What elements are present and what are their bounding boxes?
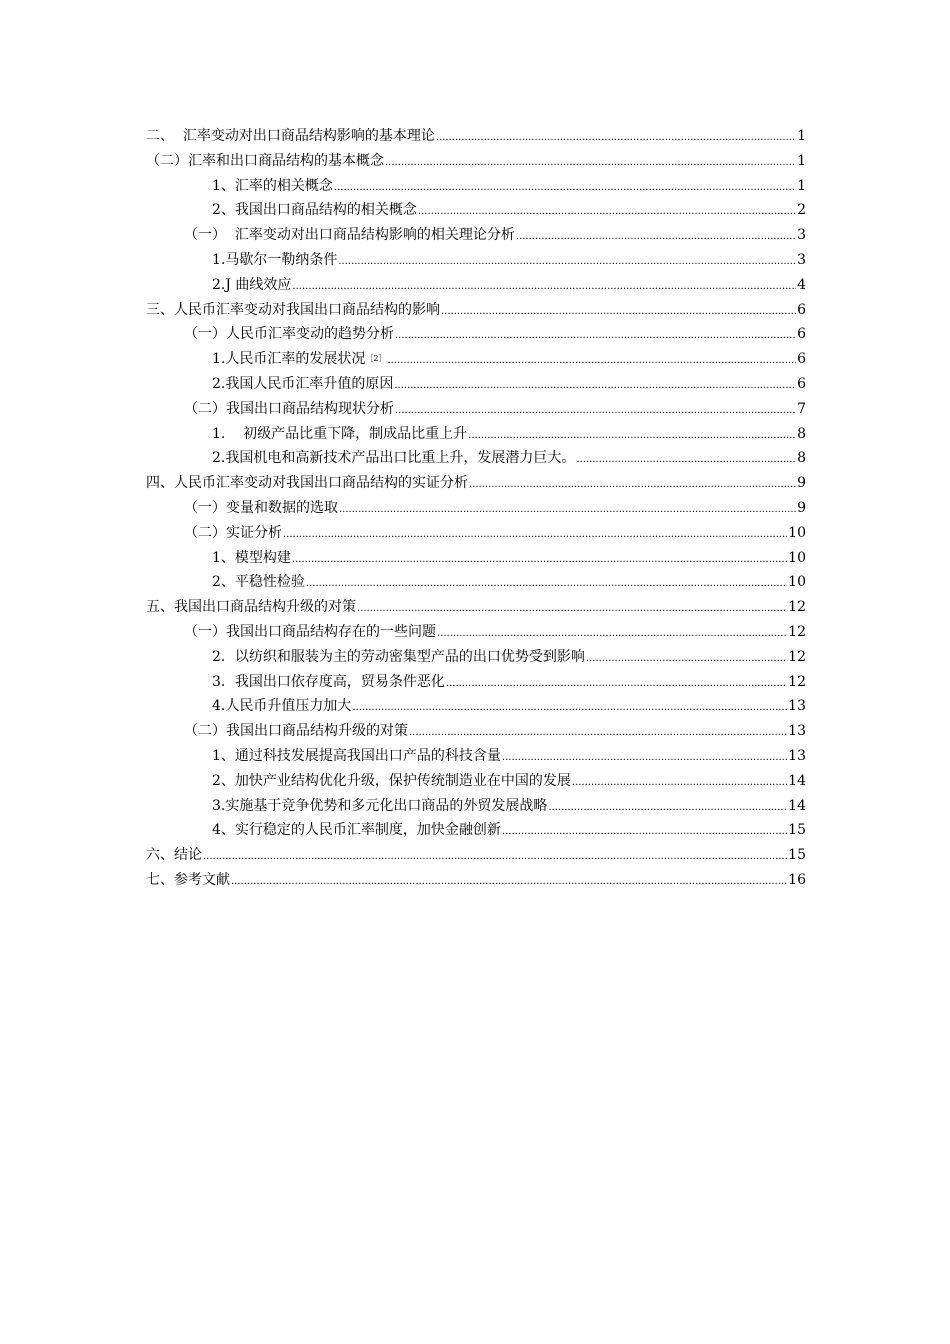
toc-page-number: 7 [797,400,806,417]
toc-dot-leader [418,200,796,225]
toc-dot-leader [502,746,787,771]
toc-entry-title: 1、通过科技发展提高我国出口产品的科技含量 [212,747,501,764]
toc-page-number: 14 [788,797,806,814]
toc-page-number: 6 [797,301,806,318]
toc-dot-leader [394,374,796,399]
toc-entry[interactable] [146,223,806,248]
toc-dot-leader [292,548,787,573]
toc-page-number: 9 [797,475,806,492]
toc-page-number: 9 [797,499,806,516]
toc-entry-title: 三、人民币汇率变动对我国出口商品结构的影响 [146,301,440,318]
toc-dot-leader [385,151,796,176]
toc-entry-title: 4、实行稳定的人民币汇率制度，加快金融创新 [212,822,501,839]
toc-entry[interactable] [146,769,806,794]
toc-entry[interactable] [146,620,806,645]
toc-entry-title: （二）实证分析 [184,524,282,541]
toc-dot-leader [436,126,796,151]
toc-entry-title: 4.人民币升值压力加大 [212,698,352,715]
toc-entry-title: 2.我国人民币汇率升值的原因 [212,375,394,392]
toc-entry[interactable] [146,694,806,719]
toc-page-number: 12 [788,673,806,690]
toc-entry-title: 四、人民币汇率变动对我国出口商品结构的实证分析 [146,475,468,492]
toc-dot-leader [306,572,787,597]
toc-entry-title: 3．我国出口依存度高，贸易条件恶化 [212,673,445,690]
toc-entry[interactable] [146,298,806,323]
toc-entry-title: 3.实施基于竞争优势和多元化出口商品的外贸发展战略 [212,797,548,814]
toc-entry[interactable] [146,446,806,471]
toc-entry-title: （一） 汇率变动对出口商品结构影响的相关理论分析 [184,227,515,244]
toc-entry-title: 2．以纺织和服装为主的劳动密集型产品的出口优势受到影响 [212,648,585,665]
toc-page-number: 8 [797,425,806,442]
toc-dot-leader [334,176,796,201]
toc-page-number: 6 [797,351,806,368]
toc-page-number: 14 [788,772,806,789]
toc-entry[interactable] [146,322,806,347]
toc-page-number: 10 [788,549,806,566]
toc-page-number: 3 [797,227,806,244]
toc-dot-leader [395,399,796,424]
toc-page-number: 10 [788,524,806,541]
toc-dot-leader [339,498,796,523]
toc-entry[interactable] [146,744,806,769]
toc-entry[interactable] [146,719,806,744]
toc-entry[interactable] [146,372,806,397]
toc-entry-title: 七、参考文献 [146,871,230,888]
toc-dot-leader [387,349,796,374]
toc-entry[interactable] [146,843,806,868]
toc-page-number: 12 [788,648,806,665]
toc-page-number: 3 [797,251,806,268]
toc-page-number: 1 [797,128,806,144]
toc-entry[interactable] [146,496,806,521]
toc-dot-leader [357,597,787,622]
toc-dot-leader [409,721,787,746]
toc-entry[interactable] [146,595,806,620]
toc-entry[interactable] [146,273,806,298]
toc-page-number: 10 [788,574,806,591]
toc-entry-title: 1、汇率的相关概念 [212,177,333,194]
reference-marker: ［2］ [365,354,387,364]
toc-dot-leader [231,870,787,895]
toc-page-number: 15 [788,847,806,864]
toc-dot-leader [468,424,796,449]
toc-page-number: 6 [797,375,806,392]
toc-entry[interactable] [146,794,806,819]
toc-entry[interactable] [146,670,806,695]
toc-page-number: 13 [788,723,806,740]
toc-dot-leader [576,448,796,473]
toc-dot-leader [437,622,787,647]
toc-entry[interactable] [146,570,806,595]
toc-dot-leader [338,250,796,275]
toc-page-number: 12 [788,599,806,616]
toc-entry-title: 五、我国出口商品结构升级的对策 [146,599,356,616]
toc-dot-leader [352,696,787,721]
toc-entry-title: 1.人民币汇率的发展状况 [212,351,366,368]
toc-entry-title: 二、 汇率变动对出口商品结构影响的基本理论 [146,128,435,144]
toc-entry-title: （二）汇率和出口商品结构的基本概念 [146,152,384,169]
toc-page-number: 15 [788,822,806,839]
toc-entry[interactable] [146,546,806,571]
toc-entry-title: （二）我国出口商品结构升级的对策 [184,723,408,740]
toc-entry-title: 1.马歇尔一勒纳条件 [212,251,338,268]
toc-dot-leader [203,845,787,870]
toc-page-number: 2 [797,202,806,219]
toc-page-number: 13 [788,747,806,764]
toc-dot-leader [283,523,787,548]
toc-entry[interactable] [146,347,806,372]
toc-dot-leader [548,796,787,821]
toc-dot-leader [516,225,796,250]
toc-entry-title: 2、我国出口商品结构的相关概念 [212,202,417,219]
toc-page-number: 16 [788,871,806,888]
toc-entry-title: 1、模型构建 [212,549,291,566]
toc-entry-title: 2、加快产业结构优化升级，保护传统制造业在中国的发展 [212,772,571,789]
toc-dot-leader [469,473,796,498]
toc-entry[interactable] [146,198,806,223]
toc-dot-leader [395,324,796,349]
toc-page-number: 1 [797,152,806,169]
toc-entry[interactable] [146,818,806,843]
toc-entry[interactable] [146,868,806,893]
toc-page-number: 8 [797,450,806,467]
table-of-contents [146,124,806,893]
toc-page-number: 6 [797,326,806,343]
toc-entry[interactable] [146,149,806,174]
toc-dot-leader [446,672,787,697]
toc-page-number: 1 [797,177,806,194]
toc-dot-leader [572,771,787,796]
toc-entry[interactable] [146,521,806,546]
toc-dot-leader [502,820,787,845]
toc-entry-title: （一）我国出口商品结构存在的一些问题 [184,623,436,640]
toc-page-number: 13 [788,698,806,715]
toc-dot-leader [441,300,796,325]
toc-entry-title: （二）我国出口商品结构现状分析 [184,400,394,417]
toc-entry-title: 1. 初级产品比重下降，制成品比重上升 [212,425,468,442]
toc-entry-title: （一）变量和数据的选取 [184,499,338,516]
toc-entry-title: 2.我国机电和高新技术产品出口比重上升，发展潜力巨大。 [212,450,576,467]
toc-dot-leader [292,275,796,300]
toc-entry[interactable] [146,645,806,670]
toc-dot-leader [586,647,787,672]
toc-entry-title: 六、结论 [146,847,202,864]
toc-entry-title: 2.J 曲线效应 [212,276,292,293]
toc-page-number: 12 [788,623,806,640]
toc-page-number: 4 [797,276,806,293]
toc-entry[interactable] [146,422,806,447]
toc-entry-title: 2、平稳性检验 [212,574,305,591]
toc-entry[interactable] [146,471,806,496]
toc-entry[interactable] [146,124,806,149]
toc-entry[interactable] [146,248,806,273]
toc-entry[interactable] [146,174,806,199]
toc-entry-title: （一）人民币汇率变动的趋势分析 [184,326,394,343]
toc-entry[interactable] [146,397,806,422]
